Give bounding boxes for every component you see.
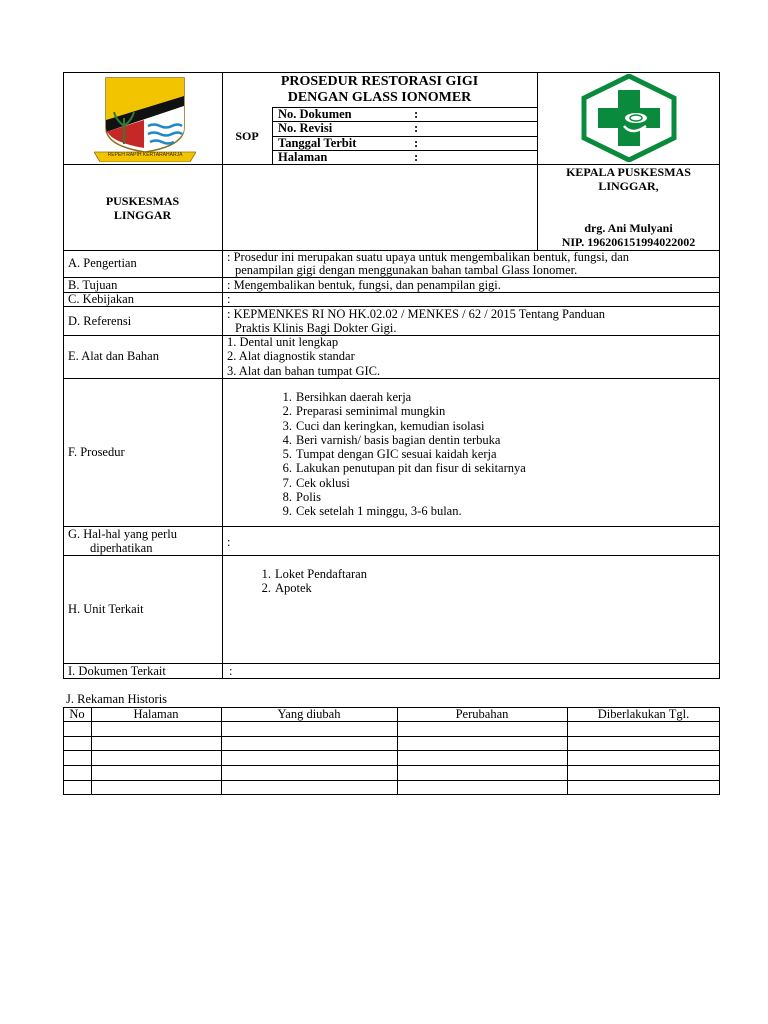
head-title-line-1: KEPALA PUSKESMAS — [566, 165, 691, 179]
list-item — [282, 390, 526, 404]
step-number: 3. — [282, 418, 292, 433]
step-number: 7. — [282, 475, 292, 490]
hal-label-1: G. Hal-hal yang perlu — [68, 527, 177, 541]
history-col-no: No — [69, 707, 85, 721]
history-col-perubahan: Perubahan — [455, 707, 509, 721]
step-number: 5. — [282, 447, 292, 462]
list-item — [261, 567, 367, 581]
list-item — [282, 504, 526, 519]
pengertian-text-1: : Prosedur ini merupakan suatu upaya untuk mengembalikan bentuk, fungsi, dan — [227, 250, 629, 264]
list-item — [282, 432, 526, 447]
list-item — [282, 404, 526, 419]
institution-name — [63, 194, 222, 222]
pengertian-label: A. Pengertian — [68, 256, 137, 270]
unit-label: H. Unit Terkait — [68, 602, 144, 616]
alat-item: 1. Dental unit lengkap — [227, 335, 339, 349]
puskesmas-cross-icon — [580, 74, 678, 162]
doc-field-halaman: Halaman — [278, 150, 328, 164]
step-number: 8. — [282, 490, 292, 505]
unit-number: 2. — [261, 581, 271, 596]
hal-label-2: diperhatikan — [90, 541, 153, 555]
step-text: Bersihkan daerah kerja — [296, 390, 412, 404]
document-title — [222, 74, 537, 106]
institution-line-2: LINGGAR — [113, 208, 172, 222]
step-text: Polis — [296, 490, 322, 505]
shield-emblem-icon — [94, 76, 196, 162]
doc-field-sep: : — [414, 150, 419, 164]
step-text: Cek oklusi — [296, 475, 350, 490]
list-item — [282, 447, 526, 462]
list-item — [261, 581, 367, 596]
puskesmas-logo — [580, 74, 678, 162]
unit-number: 1. — [261, 567, 271, 581]
unit-list — [261, 567, 367, 596]
step-text: Cek setelah 1 minggu, 3-6 bulan. — [296, 504, 462, 519]
pengertian-text-2: penampilan gigi dengan menggunakan bahan tambal Glass Ionomer. — [235, 263, 578, 277]
kebijakan-text: : — [227, 292, 231, 306]
head-title-line-2: LINGGAR, — [598, 179, 659, 193]
prosedur-steps — [282, 390, 526, 519]
history-col-yang-diubah: Yang diubah — [277, 707, 341, 721]
alat-label: E. Alat dan Bahan — [68, 349, 159, 363]
doc-field-no-revisi: No. Revisi — [278, 121, 333, 135]
referensi-text-2: Praktis Klinis Bagi Dokter Gigi. — [235, 321, 397, 335]
step-text: Cuci dan keringkan, kemudian isolasi — [296, 418, 485, 433]
tujuan-label: B. Tujuan — [68, 278, 118, 292]
list-item — [282, 461, 526, 476]
kebijakan-label: C. Kebijakan — [68, 292, 134, 306]
list-item — [282, 418, 526, 433]
alat-item: 2. Alat diagnostik standar — [227, 349, 355, 363]
doc-field-sep: : — [414, 121, 419, 135]
alat-item: 3. Alat dan bahan tumpat GIC. — [227, 364, 381, 378]
step-text: Tumpat dengan GIC sesuai kaidah kerja — [296, 447, 497, 462]
step-number: 6. — [282, 461, 292, 476]
referensi-text-1: : KEPMENKES RI NO HK.02.02 / MENKES / 62 / 2015 Tentang Panduan — [227, 307, 606, 321]
title-line-2: DENGAN GLASS IONOMER — [287, 90, 472, 105]
emblem-motto: REPEH RAPIH KERTARAHARJA — [107, 152, 183, 158]
dokumen-label: I. Dokumen Terkait — [68, 664, 166, 678]
history-title: J. Rekaman Historis — [66, 692, 168, 706]
doc-field-tanggal-terbit: Tanggal Terbit — [278, 136, 357, 150]
institution-line-1: PUSKESMAS — [105, 194, 180, 208]
step-text: Beri varnish/ basis bagian dentin terbuka — [296, 432, 501, 447]
history-col-diberlakukan: Diberlakukan Tgl. — [597, 707, 690, 721]
referensi-label: D. Referensi — [68, 314, 132, 328]
unit-text: Loket Pendaftaran — [275, 567, 367, 581]
list-item — [282, 475, 526, 490]
head-title — [537, 165, 720, 193]
step-number: 9. — [282, 504, 292, 519]
list-item — [282, 490, 526, 505]
step-text: Preparasi seminimal mungkin — [296, 404, 446, 419]
sop-label: SOP — [235, 129, 259, 143]
head-name: drg. Ani Mulyani — [584, 221, 673, 235]
doc-field-sep: : — [414, 136, 419, 150]
step-number: 4. — [282, 432, 292, 447]
head-nip: NIP. 196206151994022002 — [561, 235, 696, 249]
prosedur-label: F. Prosedur — [68, 445, 125, 459]
unit-text: Apotek — [275, 581, 312, 596]
hal-text: : — [227, 535, 231, 549]
step-text: Lakukan penutupan pit dan fisur di sekitarnya — [296, 461, 526, 476]
tujuan-text: : Mengembalikan bentuk, fungsi, dan penampilan gigi. — [227, 278, 501, 292]
doc-field-no-dokumen: No. Dokumen — [278, 107, 352, 121]
dokumen-text: : — [229, 664, 233, 678]
history-col-halaman: Halaman — [133, 707, 179, 721]
step-number: 1. — [282, 390, 292, 404]
doc-field-sep: : — [414, 107, 419, 121]
title-line-1: PROSEDUR RESTORASI GIGI — [280, 74, 479, 89]
regional-emblem-logo — [94, 76, 196, 162]
step-number: 2. — [282, 404, 292, 419]
